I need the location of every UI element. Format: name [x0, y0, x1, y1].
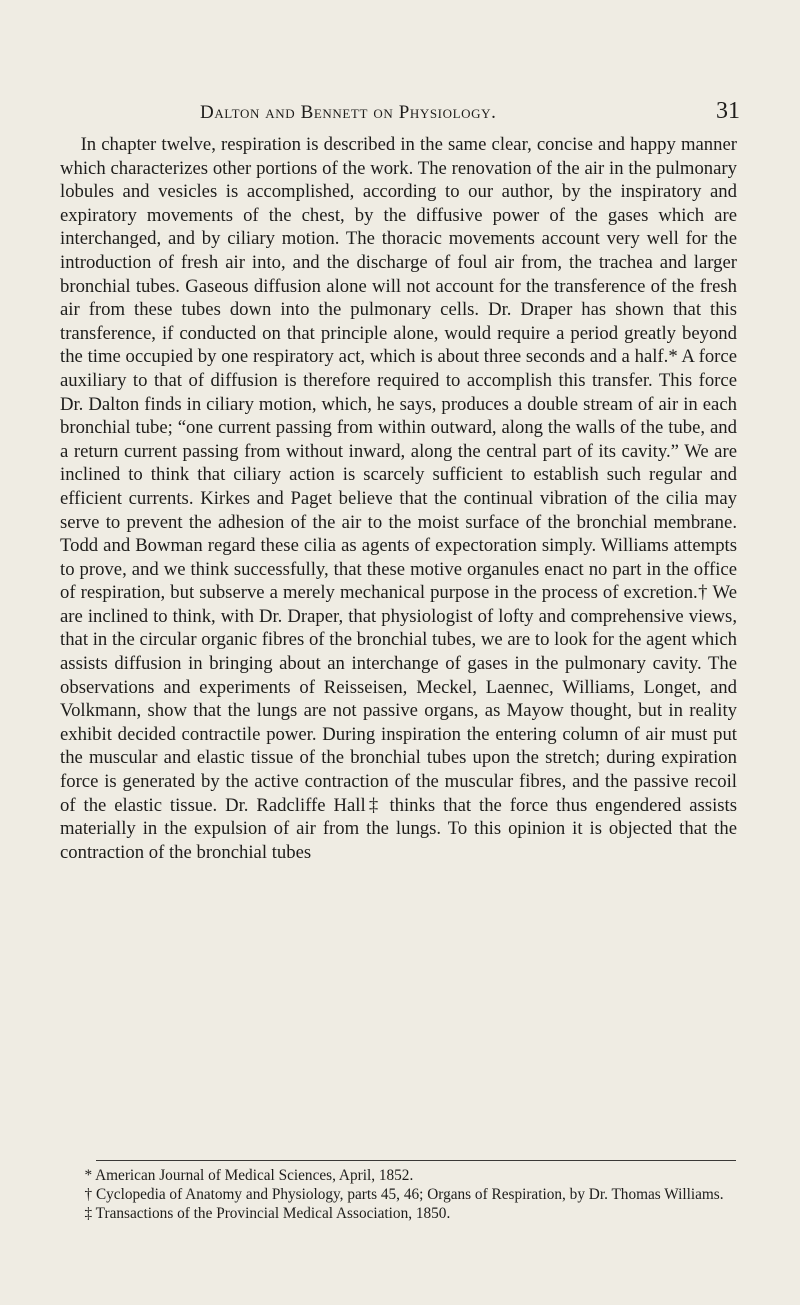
- running-head: [60, 98, 740, 128]
- running-title: Dalton and Bennett on Physiology.: [200, 102, 497, 123]
- page-number: 31: [716, 98, 740, 124]
- footnote-2: † Cyclopedia of Anatomy and Physiology, parts 45, 46; Organs of Respiration, by Dr. Thomas Williams.: [84, 1186, 724, 1203]
- body-paragraph: In chapter twelve, respiration is described in the same clear, concise and happy manner which characterizes other portions of the work. The renovation of the air in the pulmonary lobules and vesicles is accomplished, according to our author, by the inspiratory and expiratory movements of the chest, by the diffusive power of the gases which are interchanged, and by ciliary motion. The thoracic movements account very well for the introduction of fresh air into, and the discharge of foul air from, the trachea and larger bronchial tubes. Gaseous diffusion alone will not account for the transference of the fresh air from these tubes down into the pulmonary cells. Dr. Draper has shown that this transference, if conducted on that principle alone, would require a period greatly beyond the time occupied by one respiratory act, which is about three seconds and a half.* A force auxiliary to that of diffusion is therefore required to accomplish this transfer. This force Dr. Dalton finds in ciliary motion, which, he says, produces a double stream of air in each bronchial tube; “one current passing from within outward, along the walls of the tube, and a return current passing from without inward, along the central part of its cavity.” We are inclined to think that ciliary action is scarcely sufficient to establish such regular and efficient currents. Kirkes and Paget believe that the continual vibration of the cilia may serve to prevent the adhesion of the air to the moist surface of the bronchial membrane. Todd and Bowman regard these cilia as agents of expectoration simply. Williams attempts to prove, and we think successfully, that these motive organules enact no part in the office of respiration, but subserve a merely mechanical purpose in the process of excretion.† We are inclined to think, with Dr. Draper, that physiologist of lofty and comprehensive views, that in the circular organic fibres of the bronchial tubes, we are to look for the agent which assists diffusion in bringing about an interchange of gases in the pulmonary cavity. The observations and experiments of Reisseisen, Meckel, Laennec, Williams, Longet, and Volkmann, show that the lungs are not passive organs, as Mayow thought, but in reality exhibit decided contractile power. During inspiration the entering column of air must put the muscular and elastic tissue of the bronchial tubes upon the stretch; during expiration force is generated by the active contraction of the muscular fibres, and the passive recoil of the elastic tissue. Dr. Radcliffe Hall‡ thinks that the force thus engendered assists materially in the expulsion of air from the lungs. To this opinion it is objected that the contraction of the bronchial tubes: [60, 134, 737, 863]
- footnote-3: ‡ Transactions of the Provincial Medical Association, 1850.: [84, 1205, 451, 1222]
- footnote-rule: [96, 1160, 736, 1161]
- footnote-1: * American Journal of Medical Sciences, April, 1852.: [84, 1167, 414, 1184]
- footnotes: [60, 1166, 737, 1223]
